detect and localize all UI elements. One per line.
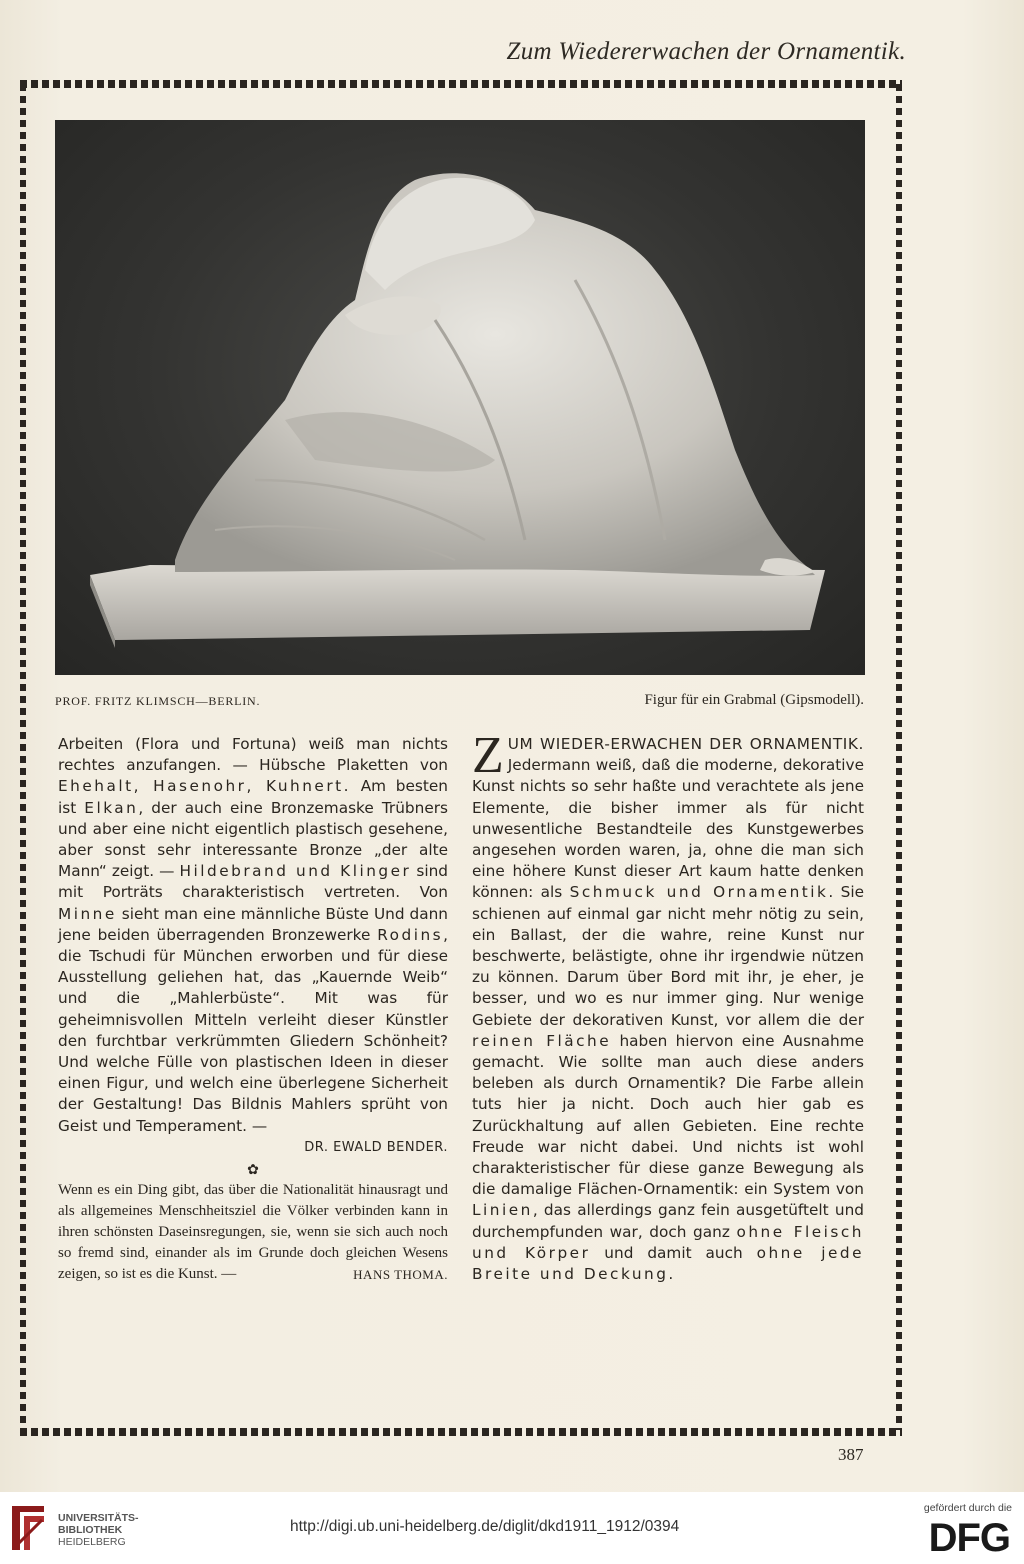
text-run: sieht man eine männliche Büste Und dann jene beiden überragenden Bronzewerke: [58, 904, 448, 944]
text-line: Arbeiten (Flora und Fortuna) weiß man nichts: [58, 735, 448, 753]
emphasis-fleisch: ohne Fleisch und Körper: [472, 1222, 865, 1262]
funding-note: gefördert durch die: [923, 1502, 1012, 1514]
author-signature: DR. EWALD BENDER.: [304, 1139, 448, 1155]
quote-text: Wenn es ein Ding gibt, das über die Nationalität hinausragt und als allgemeines Menschheitsziel die Völker verbinden kann in ihren schönsten Daseinsregungen, sie, wenn sie sich auch noch so fremd sind, einander als im Grunde doch gleichen Wesens zeigen, so ist es die Kunst. —: [58, 1182, 448, 1283]
left-text-column: [58, 734, 448, 1285]
ornamental-border-right: [896, 84, 902, 1430]
ornament-icon: ✿: [247, 1162, 259, 1179]
text-run: . Sie schienen auf einmal gar nicht mehr nötig zu sein, ein Ballast, der die wahre, reine Kunst nur beschwerte, belästigte, ohne ihr irgendwie nützen zu können. Darum über Bord mit ihr, je eher, je besser, und wo es nur immer ging. Nur wenige Gebiete der dekorativen Kunst, vor allem die der: [472, 883, 864, 1029]
university-library-logo-icon: [8, 1502, 48, 1554]
ornamental-border-bottom: [20, 1428, 902, 1436]
source-url-link[interactable]: http://digi.ub.uni-heidelberg.de/diglit/dkd1911_1912/0394: [290, 1518, 680, 1535]
article-paragraph: [58, 734, 448, 1137]
text-run: ist: [58, 798, 85, 817]
artist-name-rodin: Rodins: [377, 925, 444, 944]
text-run: , das allerdings ganz fein ausgetüftelt und durchempfunden war, doch ganz: [472, 1201, 864, 1241]
figure-credit: PROF. FRITZ KLIMSCH—BERLIN.: [55, 694, 261, 708]
running-title: Zum Wiedererwachen der Ornamentik.: [506, 38, 906, 65]
right-text-column: [472, 727, 865, 1285]
artist-name-minne: Minne: [58, 904, 117, 923]
artist-names-hildebrand-klinger: Hildebrand und Klinger: [179, 862, 412, 881]
text-run: , der auch eine Bronzemaske Trübners und aber eine nicht eigentlich plastisch gesehene, aber sonst sehr interessante Bronze „der alte Mann“ zeigt. —: [58, 798, 448, 881]
text-run: , die Tschudi für München erworben und für diese Ausstellung geliehen hat, das „Kauernde Weib“ und die „Mahlerbüste“. Mit was für geheimnisvollen Mitteln verleiht dieser Künstler den furchtbar verkrümmten Gliedern Schönheit? Und welche Fülle von plastischen Ideen in dieser einen Figur, und welch eine überlegene Sicherheit der Gestaltung! Das Bildnis Mahlers sprüht von Geist und Temperament. —: [58, 925, 448, 1135]
article-paragraph: [472, 727, 865, 1285]
library-line: UNIVERSITÄTS-: [58, 1512, 139, 1524]
dfg-logo: DFG: [928, 1516, 1010, 1560]
library-line: HEIDELBERG: [58, 1536, 126, 1548]
text-run: sind mit Porträts charakteristisch vertreten. Von: [58, 862, 448, 902]
figure-caption: Figur für ein Grabmal (Gipsmodell).: [644, 692, 864, 708]
signature-row: [58, 1137, 448, 1158]
sculpture-photograph: [55, 120, 865, 675]
artist-names: Ehehalt, Hasenohr, Kuhnert.: [58, 777, 351, 796]
article-heading: UM WIEDER-ERWACHEN DER ORNAMENTIK.: [507, 735, 864, 753]
text-run: haben hiervon eine Ausnahme gemacht. Wie sollte man auch diese anders beleben als durch Ornamentik? Die Farbe allein tuts hier ja nicht. Doch auch hier gab es Zurückhaltung auf allen Gebieten. Eine rechte Freude war nicht dabei. Und nichts ist wohl charakteristischer für diese ganze Bewegung als die damalige Flächen-Ornamentik: ein System von: [472, 1031, 865, 1199]
quote-paragraph: [58, 1180, 448, 1285]
ornamental-border-left: [20, 84, 26, 1430]
library-line: BIBLIOTHEK: [58, 1524, 123, 1536]
artist-name-elkan: Elkan: [84, 798, 139, 817]
text-line: rechtes anzufangen. — Hübsche Plaketten von: [58, 756, 448, 775]
emphasis-flaeche: reinen Fläche: [472, 1031, 612, 1050]
library-name: [58, 1512, 139, 1548]
text-run: und damit auch: [590, 1243, 757, 1262]
emphasis-breite: ohne jede Breite und Deckung.: [472, 1243, 865, 1284]
text-run: Jedermann weiß, daß die moderne, dekorative Kunst nichts so sehr haßte und verachtete als jene Elemente, die bisher immer als für nicht unwesentliche Bestandteile des Kunstgewerbes angesehen worden waren, ja, ohne die man sich eine höhere Kunst dieser Art kaum hatte denken können: als: [472, 756, 864, 902]
ornamental-border-top: [20, 80, 902, 88]
page-number: 387: [838, 1445, 864, 1464]
emphasis-linien: Linien: [472, 1201, 533, 1220]
drop-cap: Z: [472, 727, 504, 784]
text-run: Am besten: [350, 777, 448, 796]
emphasis-schmuck: Schmuck und Ornamentik: [569, 883, 829, 902]
digitization-footer: [0, 1492, 1024, 1564]
sculpture-illustration: [55, 120, 865, 675]
quote-author: HANS THOMA.: [353, 1267, 448, 1283]
